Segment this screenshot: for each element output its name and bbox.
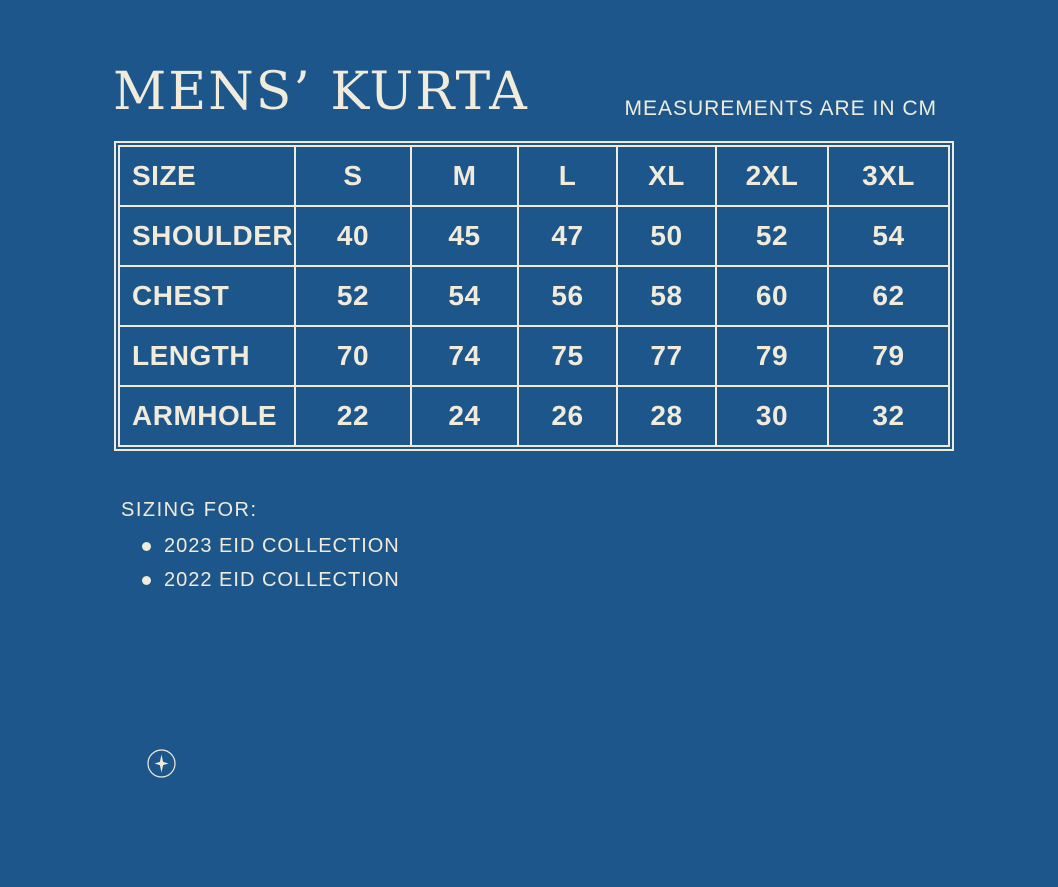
size-value-cell: 54 [411, 266, 518, 326]
row-label: LENGTH [119, 326, 295, 386]
sizing-for-item-label: 2022 EID COLLECTION [164, 569, 400, 591]
sizing-for-heading: SIZING FOR: [121, 499, 258, 521]
size-value-cell: 56 [518, 266, 617, 326]
size-value-cell: 40 [295, 206, 411, 266]
bullet-icon [142, 576, 151, 585]
row-label: ARMHOLE [119, 386, 295, 446]
table-row [119, 206, 949, 266]
table-row [119, 386, 949, 446]
size-value-cell: 70 [295, 326, 411, 386]
page-title: MENS’ KURTA [113, 62, 529, 122]
size-value-cell: 24 [411, 386, 518, 446]
size-value-cell: 52 [716, 206, 828, 266]
size-value-cell: 47 [518, 206, 617, 266]
column-header: 2XL [716, 146, 828, 206]
size-value-cell: 26 [518, 386, 617, 446]
size-value-cell: 28 [617, 386, 716, 446]
column-header: 3XL [828, 146, 949, 206]
size-value-cell: 32 [828, 386, 949, 446]
measurement-unit-note: MEASUREMENTS ARE IN CM [624, 97, 937, 120]
size-value-cell: 74 [411, 326, 518, 386]
column-header: L [518, 146, 617, 206]
sizing-for-item [121, 569, 400, 592]
size-value-cell: 79 [828, 326, 949, 386]
size-value-cell: 52 [295, 266, 411, 326]
size-value-cell: 58 [617, 266, 716, 326]
column-header: S [295, 146, 411, 206]
column-header: XL [617, 146, 716, 206]
size-value-cell: 30 [716, 386, 828, 446]
size-chart-table [118, 145, 950, 447]
size-value-cell: 50 [617, 206, 716, 266]
size-value-cell: 22 [295, 386, 411, 446]
sizing-for-section [121, 499, 400, 603]
sizing-for-list [121, 535, 400, 592]
row-label: CHEST [119, 266, 295, 326]
table-row [119, 326, 949, 386]
row-label: SHOULDER [119, 206, 295, 266]
table-header-row [119, 146, 949, 206]
size-value-cell: 79 [716, 326, 828, 386]
size-value-cell: 45 [411, 206, 518, 266]
sparkle-icon [147, 749, 176, 778]
column-header-size: SIZE [119, 146, 295, 206]
bullet-icon [142, 542, 151, 551]
size-value-cell: 62 [828, 266, 949, 326]
column-header: M [411, 146, 518, 206]
sizing-for-item [121, 535, 400, 558]
size-value-cell: 75 [518, 326, 617, 386]
table-row [119, 266, 949, 326]
size-value-cell: 60 [716, 266, 828, 326]
size-value-cell: 77 [617, 326, 716, 386]
size-value-cell: 54 [828, 206, 949, 266]
sizing-for-item-label: 2023 EID COLLECTION [164, 535, 400, 557]
